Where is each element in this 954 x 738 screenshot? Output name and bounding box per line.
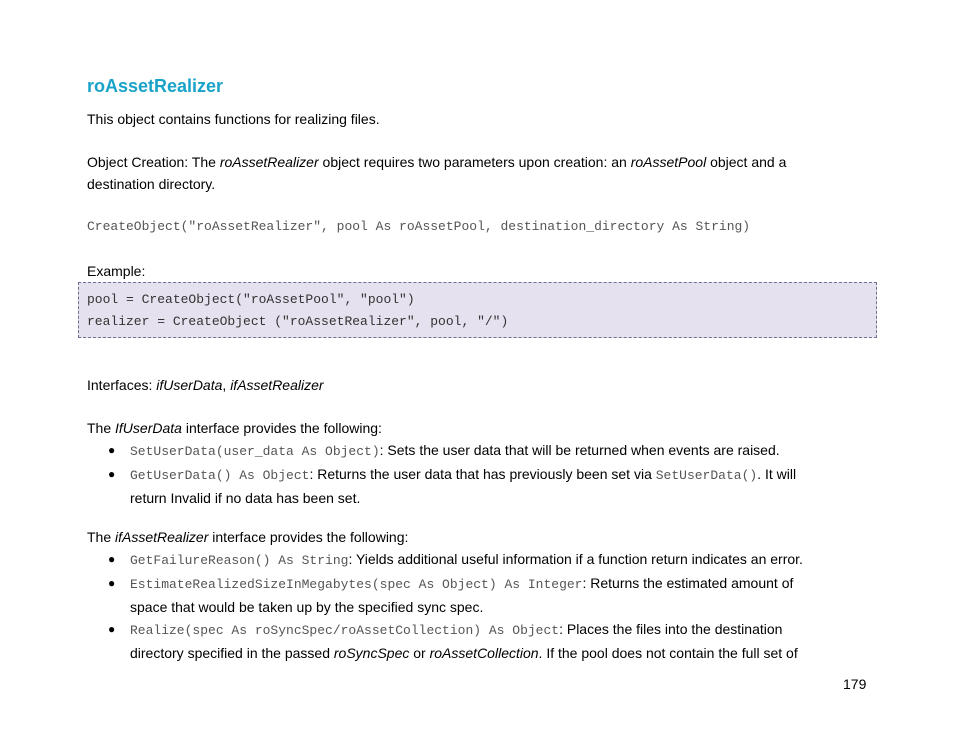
ifuserdata-method-list: [87, 439, 867, 509]
method-description-line2: space that would be taken up by the specified sync spec.: [130, 599, 484, 615]
list-item: [87, 548, 867, 572]
object-creation-paragraph: [87, 151, 867, 195]
method-description: : Sets the user data that will be returned when events are raised.: [379, 442, 780, 458]
ifuserdata-prefix: The: [87, 420, 116, 436]
method-description: : Yields additional useful information if a function return indicates an error.: [348, 551, 803, 567]
creation-prefix: Object Creation: The: [87, 154, 220, 170]
example-code-box: [78, 282, 877, 338]
interfaces-sep: ,: [222, 377, 231, 393]
example-label: [87, 260, 867, 282]
list-item: [87, 463, 867, 509]
ifassetrealizer-method-list: [87, 548, 867, 664]
bullet-icon: ●: [108, 576, 116, 590]
method-signature: GetFailureReason() As String: [130, 553, 349, 568]
creation-mid1: object requires two parameters upon creation: an: [318, 154, 631, 170]
intro-paragraph: [87, 108, 867, 130]
section-heading: roAssetRealizer: [87, 76, 224, 96]
bullet-icon: ●: [108, 443, 116, 457]
ifassetrealizer-prefix: The: [87, 529, 116, 545]
method-roSyncSpec: roSyncSpec: [333, 645, 410, 661]
method-description: : Returns the estimated amount of: [582, 575, 794, 591]
interface-ifassetrealizer: ifAssetRealizer: [230, 377, 324, 393]
method-description-line2: return Invalid if no data has been set.: [130, 490, 361, 506]
interfaces-prefix: Interfaces:: [87, 377, 157, 393]
page-number: 179: [843, 676, 867, 692]
ifuserdata-intro: [87, 417, 867, 439]
bullet-icon: ●: [108, 622, 116, 636]
example-code-line-2: realizer = CreateObject ("roAssetRealizer", pool, "/"): [87, 314, 509, 329]
method-description: : Places the files into the destination: [559, 621, 783, 637]
method-signature: EstimateRealizedSizeInMegabytes(spec As Object) As Integer: [130, 577, 583, 592]
interface-ifuserdata: ifUserData: [156, 377, 223, 393]
ifassetrealizer-suffix: interface provides the following:: [208, 529, 409, 545]
method-description-line2c: . If the pool does not contain the full set of: [538, 645, 798, 661]
list-item: [87, 439, 867, 463]
method-description-cont: . It will: [757, 466, 797, 482]
creation-mid2: object and a: [706, 154, 787, 170]
ifassetrealizer-intro: [87, 526, 867, 548]
interfaces-paragraph: [87, 374, 867, 396]
intro-text: This object contains functions for realizing files.: [87, 111, 380, 127]
creation-pool-name: roAssetPool: [630, 154, 707, 170]
example-label-text: Example:: [87, 263, 146, 279]
creation-object-name: roAssetRealizer: [219, 154, 319, 170]
method-signature: GetUserData() As Object: [130, 468, 310, 483]
ifuserdata-name: IfUserData: [115, 420, 182, 436]
method-signature: Realize(spec As roSyncSpec/roAssetCollection) As Object: [130, 623, 560, 638]
method-description: : Returns the user data that has previously been set via: [309, 466, 656, 482]
ifassetrealizer-name: ifAssetRealizer: [115, 529, 209, 545]
list-item: [87, 572, 867, 618]
method-description-line2a: directory specified in the passed: [130, 645, 334, 661]
creation-line2: destination directory.: [87, 176, 216, 192]
method-description-line2b: or: [409, 645, 430, 661]
example-code-line-1: pool = CreateObject("roAssetPool", "pool"): [87, 292, 415, 307]
list-item: [87, 618, 867, 664]
bullet-icon: ●: [108, 552, 116, 566]
method-signature: SetUserData(user_data As Object): [130, 444, 380, 459]
ifuserdata-suffix: interface provides the following:: [181, 420, 382, 436]
method-roAssetCollection: roAssetCollection: [429, 645, 539, 661]
method-reference: SetUserData(): [655, 468, 758, 483]
bullet-icon: ●: [108, 467, 116, 481]
create-object-signature: CreateObject("roAssetRealizer", pool As roAssetPool, destination_directory As String): [87, 219, 751, 234]
